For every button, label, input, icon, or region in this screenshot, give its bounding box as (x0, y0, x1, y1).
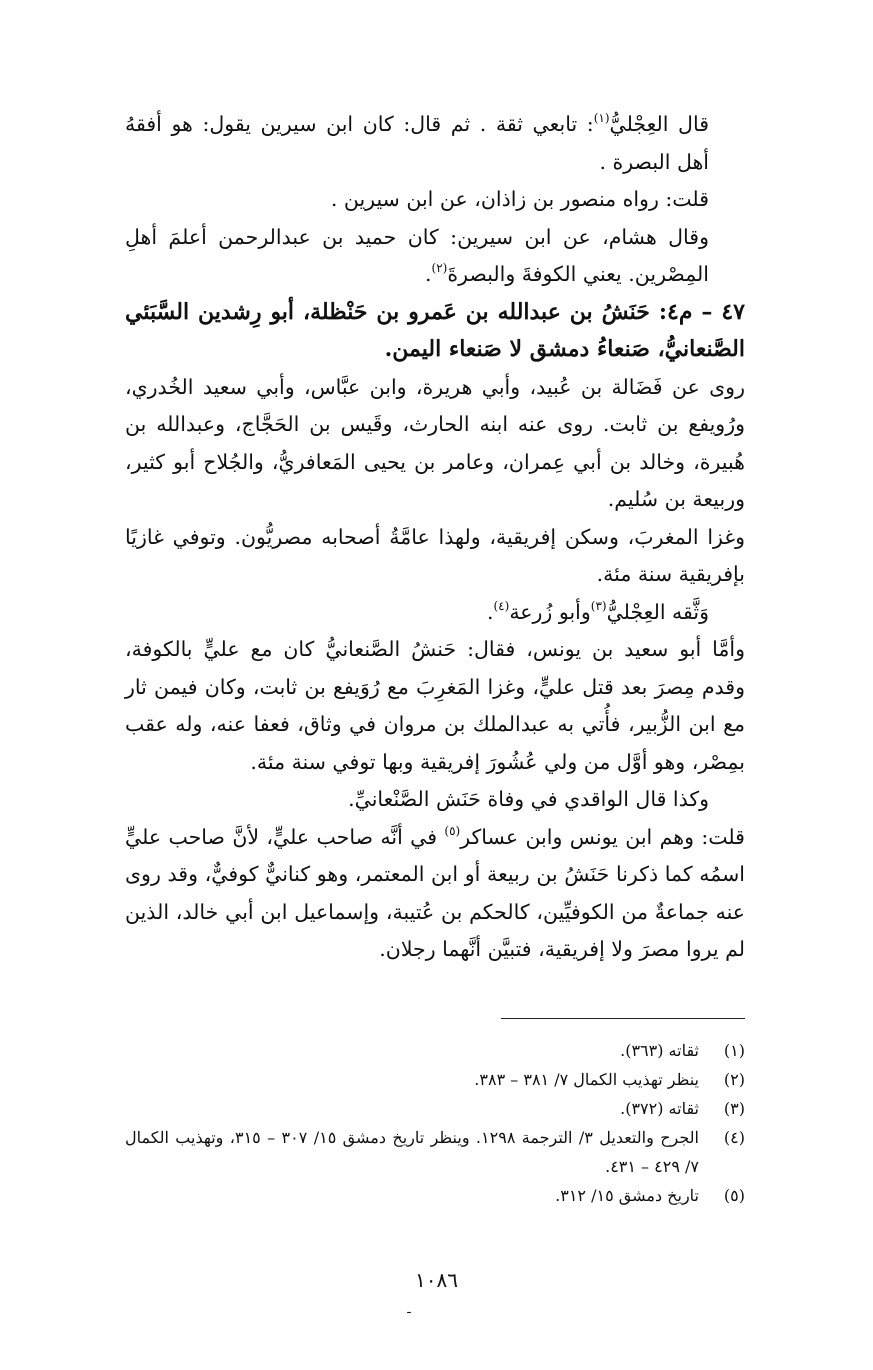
main-text (125, 106, 745, 969)
footnote-item (125, 1065, 745, 1094)
paragraph-narrators (125, 369, 745, 519)
footnote-text: ثقاته (٣٦٣). (620, 1041, 699, 1060)
text-run: روى عن فَضَالة بن عُبيد، وأبي هريرة، وابن عبَّاس، وأبي سعيد الخُدري، ورُويفع بن ثابت. روى عنه ابنه الحارث، وقَيس بن الحَجَّاج، وعبدالله بن هُبيرة، وخالد بن أبي عِمران، وعامر بن يحيى المَعافريُّ، والجُلاح أبو كثير، وربيعة بن سُليم. (125, 374, 745, 511)
text-run: قلت: وهم ابن يونس وابن عساكر (460, 824, 745, 849)
footnote-item (125, 1181, 745, 1210)
entry-heading (125, 294, 745, 369)
footnotes (125, 1036, 745, 1210)
footnote-ref[interactable]: (٣) (590, 598, 607, 613)
text-run: . (486, 599, 494, 624)
paragraph-maghrib (125, 519, 745, 594)
footnote-ref[interactable]: (٢) (431, 261, 448, 275)
footnote-item (125, 1036, 745, 1065)
text-run: وغزا المغربَ، وسكن إفريقية، ولهذا عامَّةُ أصحابه مصريُّون. وتوفي غازيًا بإفريقية سنة مئة. (125, 524, 745, 586)
footnote-text: ثقاته (٣٧٢). (620, 1099, 699, 1118)
footnote-number: (٤) (723, 1128, 745, 1147)
text-run: وقال هشام، عن ابن سيرين: كان حميد بن عبدالرحمن أعلمَ أهلِ المِصْرين. يعني الكوفةَ والبصرةَ (125, 224, 709, 286)
footnote-number: (٥) (723, 1186, 745, 1205)
entry-title: حَنَشُ بن عبدالله بن عَمرو بن حَنْظلة، أبو رِشدين السَّبَئي الصَّنعانيُّ، صَنعاءُ دمشق لا صَنعاء اليمن. (125, 298, 745, 362)
footnote-number: (٢) (723, 1070, 745, 1089)
text-run: : تابعي ثقة . ثم قال: كان ابن سيرين يقول: هو أفقهُ أهل البصرة . (125, 112, 709, 174)
text-run: في أنَّه صاحب عليٍّ، لأنَّ صاحب عليٍّ اسمُه كما ذكرنا حَنَشُ بن ربيعة أو ابن المعتمر، وهو كنانيٌّ كوفيٌّ، وقد روى عنه جماعةٌ من الكوفيِّين، كالحكم بن عُتيبة، وإسماعيل ابن أبي خالد، الذين لم يروا مصرَ ولا إفريقية، فتبيَّن أنَّهما رجلان. (125, 824, 745, 961)
paragraph-hisham (125, 219, 745, 294)
paragraph-ijli-quote (125, 106, 745, 181)
footnote-ref[interactable]: (٤) (493, 598, 510, 613)
paragraph-conclusion (125, 819, 745, 969)
paragraph-ibn-yunus (125, 631, 745, 781)
footnote-text: تاريخ دمشق ١٥/ ٣١٢. (555, 1186, 699, 1205)
footnote-ref[interactable]: (٥) (444, 823, 461, 838)
page-number: ١٠٨٦ (415, 1268, 458, 1292)
footnote-item (125, 1094, 745, 1123)
text-run: قلت: رواه منصور بن زاذان، عن ابن سيرين . (330, 187, 709, 211)
paragraph-tawthiq (125, 594, 745, 632)
footnote-number: (١) (723, 1041, 745, 1060)
footnote-item (125, 1123, 745, 1181)
text-run: وأبو زُرعة (509, 599, 591, 624)
footnote-divider (501, 1018, 745, 1019)
footnote-number: (٣) (723, 1099, 745, 1118)
text-run: قال العِجْليُّ (609, 112, 709, 136)
paragraph-waqidi (125, 781, 745, 819)
footnote-ref[interactable]: (١) (593, 111, 610, 125)
text-run: وَثَّقه العِجْليُّ (606, 599, 709, 624)
text-run: . (425, 262, 432, 286)
footnote-text: الجرح والتعديل ٣/ الترجمة ١٢٩٨. وينظر تاريخ دمشق ١٥/ ٣٠٧ – ٣١٥، وتهذيب الكمال ٧/ ٤٢٩ – ٤٣١. (125, 1128, 699, 1176)
text-run: وكذا قال الواقدي في وفاة حَنَش الصَّنْعانيِّ. (348, 787, 709, 811)
text-run: وأمَّا أبو سعيد بن يونس، فقال: حَنشُ الصَّنعانيُّ كان مع عليٍّ بالكوفة، وقدم مِصرَ بعد قتل عليٍّ، وغزا المَغرِبَ مع رُوَيفع بن ثابت، وكان فيمن ثار مع ابن الزُّبير، فأُتي به عبدالملك بن مروان في وثاق، فعفا عنه، وله عقب بمِصْر، وهو أوَّل من ولي عُشُورَ إفريقية وبها توفي سنة مئة. (125, 637, 745, 774)
entry-number: ٤٧ – م٤: (658, 298, 745, 325)
page-mark: ـ (407, 1302, 411, 1316)
paragraph-mansur (125, 181, 745, 219)
footnote-text: ينظر تهذيب الكمال ٧/ ٣٨١ – ٣٨٣. (474, 1070, 699, 1089)
